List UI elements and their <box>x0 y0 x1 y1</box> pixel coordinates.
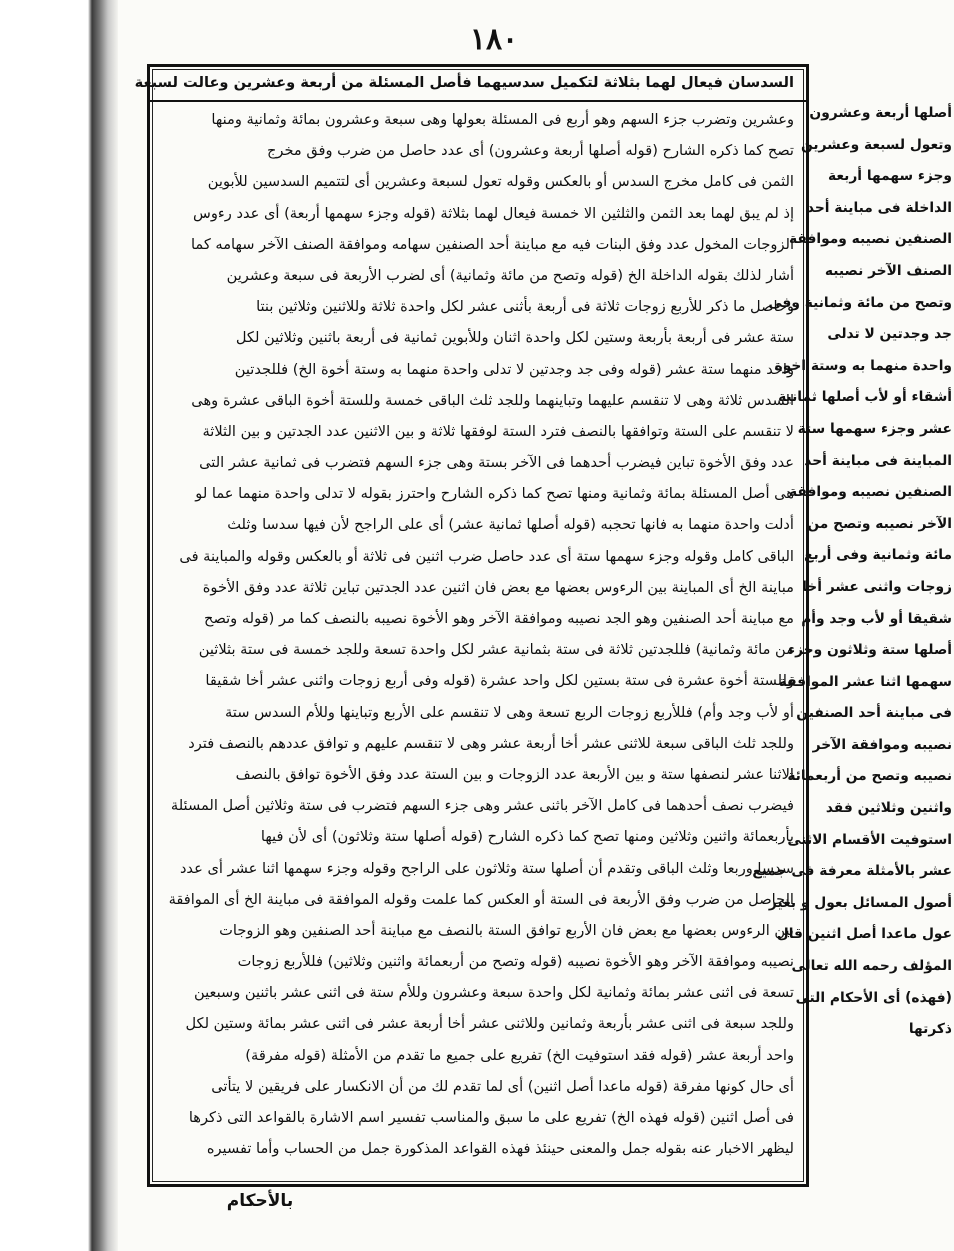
commentary-line: وعشرين وتضرب جزء السهم وهو أربع فى المسئلة بعولها وهى سبعة وعشرون بمائة وثمانية ومنها <box>211 111 794 128</box>
commentary-line: أدلت واحدة منهما به فانها تحجبه (قوله أصلها ثمانية عشر) أى على الراجح لأن فيها سدسا وثلث <box>227 516 794 534</box>
commentary-line: ستة عشر فى أربعة بأربعة وستين لكل واحدة اثنان وللأبوين ثمانية فى أربعة باثنين وثلاثين لكل <box>235 329 794 347</box>
commentary-line: وحاصل ما ذكر للأربع زوجات ثلاثة فى أربعة بأثنى عشر لكل واحدة ثلاثة وللاثنين وثلاثين بنتا <box>256 298 794 316</box>
commentary-line: إذ لم يبق لهما بعد الثمن والثلثين الا خمسة فيعال لهما بثلاثة (قوله وجزء سهمها أربعة) أى عدد رءوس <box>193 204 794 222</box>
commentary-line: لا تنقسم على الستة وتوافقها بالنصف فترد الستة لوفقها ثلاثة و بين الاثنين عدد الجدتين و بين الثلاثة <box>202 422 794 440</box>
margin-line: الصنفين نصيبه وموافقة <box>789 484 952 501</box>
margin-line: عشر بالأمثلة معرفة فى جميع <box>752 863 952 880</box>
margin-line: واحدة منهما به وستة اخوة <box>774 357 952 374</box>
margin-line: أصلها ستة وثلاثون وجزء <box>788 642 952 659</box>
margin-line: عشر وجزء سهمها ستة <box>797 420 952 437</box>
commentary-line: وللستة أخوة عشرة فى ستة بستين لكل واحد عشرة (قوله وفى أربع زوجات واثنى عشر أخا شقيقا <box>205 672 794 690</box>
commentary-line: سدسا وربعا وثلث الباقى وتقدم أن أصلها ستة وثلاثون على الراجح وقوله وجزء سهمها اثنا عشر أى عدد <box>179 859 794 877</box>
commentary-line: فيضرب نصف أحدهما فى كامل الآخر باثنى عشر وهى جزء السهم فتضرب فى ستة وثلاثين أصل المسئلة <box>170 797 794 815</box>
margin-line: فى مباينة أحد الصنفين <box>796 705 952 722</box>
margin-line: أصول المسائل بعول و بغير <box>768 894 952 911</box>
margin-text-column <box>752 98 952 1058</box>
commentary-line: أشار لذلك بقوله الداخلة الخ (قوله وتصح من مائة وثمانية) أى لضرب الأربعة فى سبعة وعشرين <box>226 266 794 284</box>
commentary-line: الزوجات المخول عدد وفق البنات فيه مع مباينة أحد الصنفين سهامه وموافقة الصنف الآخر سهامه كما <box>190 235 794 253</box>
commentary-line: بين الرءوس بعضها مع بعض فان الأربع توافق الستة بالنصف مع مباينة أحد الصنفين وهو الزوجات <box>219 921 794 939</box>
margin-line: وتصح من مائة وثمانية وفى <box>768 294 952 311</box>
margin-line: الداخلة فى مباينة أحد <box>806 199 952 216</box>
commentary-line: الثمن فى كامل مخرج السدس أو بالعكس وقوله تعول لسبعة وعشرين أى لتتميم السدسين للأبوين <box>207 173 794 191</box>
margin-line: عول ماعدا أصل اثنين قال <box>776 926 952 943</box>
margin-line: جد وجدتين لا تدلى <box>827 326 952 343</box>
commentary-line: أى حال كونها مفرقة (قوله ماعدا أصل اثنين) أى لما تقدم لك من أن الانكسار على فريقين لا يتأتى <box>211 1077 794 1095</box>
margin-line: مائة وثمانية وفى أربع <box>804 547 952 564</box>
commentary-line: من مائة وثمانية) فللجدتين ثلاثة فى ستة بثمانية عشر لكل واحدة تسعة وللجد خمسة فى ستة بثلاثين <box>198 641 794 659</box>
commentary-lines <box>158 104 794 1164</box>
margin-line: الصنف الآخر نصيبه <box>824 262 952 279</box>
commentary-line: أو لأب وجد وأم) فللأربع زوجات الربع تسعة وهى لا تنقسم على الأربع وتباينها وللأم السدس ستة <box>224 703 794 721</box>
margin-line: نصيبه وتصح من أربعمائة <box>787 768 952 785</box>
commentary-line: الاثنا عشر لنصفها ستة و بين الأربعة عدد الزوجات و بين الستة عدد وفق الأخوة توافق بالنصف <box>235 765 794 783</box>
commentary-line: الحاصل من ضرب وفق الأربعة فى الستة أو العكس كما علمت وقوله الموافقة فى مباينة الخ أى الموافقة <box>168 890 794 908</box>
page-number: ١٨٠ <box>469 22 519 57</box>
commentary-line: ليظهر الاخبار عنه بقوله جمل والمعنى حينئذ فهذه القواعد المذكورة جمل من الحساب وأما تفسيره <box>206 1140 794 1158</box>
margin-line: سهمها اثنا عشر الموافقة <box>778 673 952 690</box>
commentary-line: مباينة الخ أى المباينة بين الرءوس بعضها مع بعض فان اثنين عدد الجدتين تباين ثلاثة عدد وفق الأخوة <box>202 578 794 596</box>
commentary-line: واحد أربعة عشر (قوله فقد استوفيت الخ) تفريع على جميع ما تقدم من الأمثلة (قوله مفرقة) <box>245 1046 794 1064</box>
margin-line: ذكرتها <box>908 1021 952 1038</box>
margin-line: وتعول لسبعة وعشرين <box>801 136 952 153</box>
commentary-line: وللجد ثلث الباقى سبعة للاثنى عشر أخا أربعة عشر وهى لا تنقسم عليهم و توافق عددهم بالنصف فترد <box>188 734 794 752</box>
commentary-line: عدد وفق الأخوة تباين فيضرب أحدهما فى الآخر بستة وهى جزء السهم فتضرب فى ثمانية عشر التى <box>199 454 794 472</box>
margin-line: وجزء سهمها أربعة <box>828 168 952 185</box>
margin-line: أشقاء أو لأب أصلها ثمانية <box>778 389 952 406</box>
commentary-line: مع مباينة أحد الصنفين وهو الجد نصيبه وموافقة الآخر وهو الأخوة نصيبه بالنصف كما مر (قوله وتصح <box>204 610 794 627</box>
catchword: بالأحكام <box>226 1191 294 1211</box>
commentary-line: السدس ثلاثة وهى لا تنقسم عليهما وتباينهما وللجد ثلث الباقى خمسة وللستة أخوة الباقى عشرة وهى <box>191 391 794 409</box>
commentary-first-line: السدسان فيعال لهما بثلاثة لتكميل سدسيهما فأصل المسئلة من أربعة وعشرين وعالت لسبعة <box>134 74 794 91</box>
commentary-block <box>134 66 794 1174</box>
commentary-line: وللجد سبعة فى اثنى عشر بأربعة وثمانين وللاثنى عشر أخا أربعة عشر فى اثنى عشر بمائة وستين لكل <box>185 1015 794 1033</box>
margin-line: الصنفين نصيبه وموافقة <box>789 231 952 248</box>
margin-line: الآخر نصيبه وتصح من <box>807 515 952 532</box>
margin-line: المباينة فى مباينة أحد <box>804 452 952 469</box>
commentary-line: الباقى كامل وقوله وجزء سهمها ستة أى عدد حاصل ضرب اثنين فى ثلاثة أو بالعكس وقوله والمباينة فى <box>179 547 794 565</box>
commentary-line: هى أصل المسئلة بمائة وثمانية ومنها تصح كما ذكره الشارح واحترز بقوله لا تدلى واحدة منهما عما لو <box>195 485 794 503</box>
margin-line: نصيبه وموافقة الآخر <box>812 736 952 753</box>
commentary-line: فى أصل اثنين (قوله فهذه الخ) تفريع على ما سبق والمناسب تفسير اسم الاشارة بالقواعد التى ذكرها <box>188 1109 794 1126</box>
margin-line: المؤلف رحمه الله تعالى <box>791 958 952 975</box>
commentary-line: تسعة فى اثنى عشر بمائة وثمانية لكل واحدة سبعة وعشرون وللأم ستة فى اثنى عشر باثنين وسبعين <box>194 984 794 1002</box>
margin-line: استوفيت الأقسام الاثنى <box>787 831 952 848</box>
book-binding-edge <box>0 0 118 1251</box>
margin-line: (فهذه) أى الأحكام التى <box>795 989 952 1006</box>
margin-line: زوجات واثنى عشر أخا <box>802 578 952 595</box>
margin-line: أصلها أربعة وعشرون <box>809 105 952 121</box>
margin-line: واثنين وثلاثين فقد <box>825 800 952 817</box>
commentary-line: بأربعمائة واثنين وثلاثين ومنها تصح كما ذكره الشارح (قوله أصلها ستة وثلاثون) أى لأن فيها <box>260 828 794 846</box>
commentary-line: واحد منهما ستة عشر (قوله وفى جد وجدتين لا تدلى واحدة منهما به وستة أخوة الخ) فللجدتين <box>234 360 794 378</box>
commentary-line: نصيبه وموافقة الآخر وهو الأخوة نصيبه (قوله وتصح من أربعمائة واثنين وثلاثين) فللأربع زوجات <box>237 953 794 971</box>
margin-line: شقيقا أو لأب وجد وأم <box>801 610 952 627</box>
commentary-line: تصح كما ذكره الشارح (قوله أصلها أربعة وعشرون) أى عدد حاصل من ضرب وفق مخرج <box>266 142 794 160</box>
